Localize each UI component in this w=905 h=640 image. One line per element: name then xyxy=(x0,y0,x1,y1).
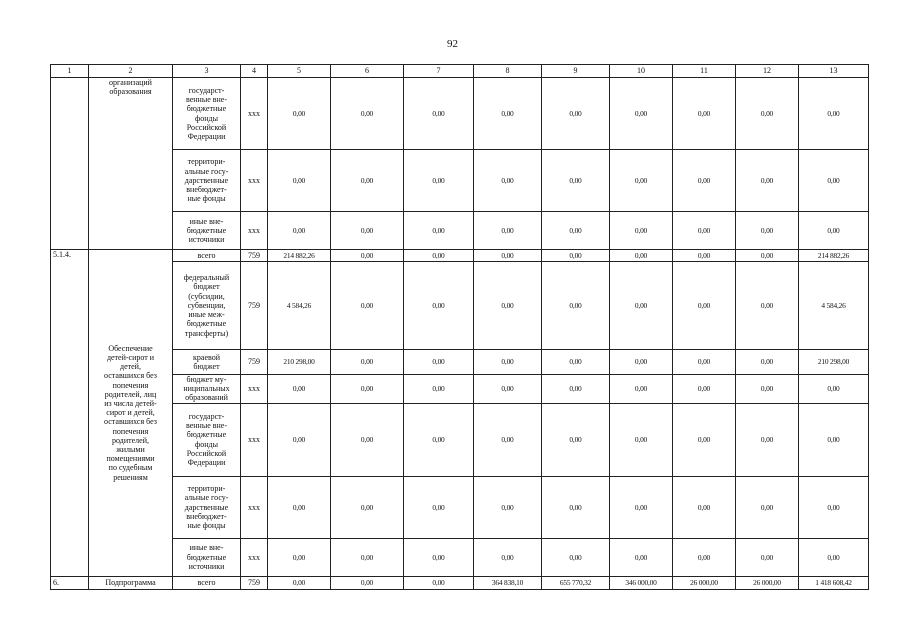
funding-source-cell: всего xyxy=(173,250,241,262)
value-cell: 0,00 xyxy=(673,150,736,212)
value-cell: 0,00 xyxy=(542,262,610,350)
value-cell: 0,00 xyxy=(610,150,673,212)
funding-source-cell: краевой бюджет xyxy=(173,350,241,375)
code-cell: 759 xyxy=(241,262,268,350)
value-cell: 0,00 xyxy=(736,538,799,576)
value-cell: 0,00 xyxy=(799,212,869,250)
code-cell: ххх xyxy=(241,375,268,404)
value-cell: 210 298,00 xyxy=(799,350,869,375)
value-cell: 0,00 xyxy=(474,538,542,576)
item-name-cell: Обеспечение детей-сирот и детей, оставшихся без попечения родителей, лиц из числа детей- сирот и детей, оставшихся без попечения родителей, жилыми помещениями по судебным решениям xyxy=(89,250,173,577)
header-cell: 10 xyxy=(610,65,673,78)
value-cell: 0,00 xyxy=(673,250,736,262)
funding-source-cell: государст- венные вне- бюджетные фонды Российской Федерации xyxy=(173,78,241,150)
value-cell: 0,00 xyxy=(268,476,331,538)
value-cell: 0,00 xyxy=(474,262,542,350)
value-cell: 0,00 xyxy=(799,78,869,150)
value-cell: 0,00 xyxy=(331,375,404,404)
value-cell: 0,00 xyxy=(331,262,404,350)
table-row xyxy=(51,250,869,262)
section-5-1-4 xyxy=(51,250,869,577)
value-cell: 0,00 xyxy=(404,150,474,212)
header-cell: 9 xyxy=(542,65,610,78)
value-cell: 0,00 xyxy=(610,538,673,576)
value-cell: 0,00 xyxy=(542,375,610,404)
value-cell: 0,00 xyxy=(331,250,404,262)
value-cell: 655 770,32 xyxy=(542,576,610,589)
value-cell: 0,00 xyxy=(404,476,474,538)
value-cell: 0,00 xyxy=(736,250,799,262)
value-cell: 0,00 xyxy=(268,78,331,150)
value-cell: 0,00 xyxy=(474,350,542,375)
value-cell: 0,00 xyxy=(474,212,542,250)
table-row xyxy=(51,576,869,589)
value-cell: 0,00 xyxy=(736,78,799,150)
value-cell: 0,00 xyxy=(542,78,610,150)
value-cell: 0,00 xyxy=(799,150,869,212)
value-cell: 0,00 xyxy=(474,78,542,150)
value-cell: 0,00 xyxy=(474,375,542,404)
value-cell: 0,00 xyxy=(331,350,404,375)
row-number-cell xyxy=(51,78,89,250)
value-cell: 364 838,10 xyxy=(474,576,542,589)
funding-source-cell: иные вне- бюджетные источники xyxy=(173,538,241,576)
code-cell: ххх xyxy=(241,212,268,250)
value-cell: 0,00 xyxy=(404,576,474,589)
value-cell: 0,00 xyxy=(673,538,736,576)
funding-source-cell: территори- альные госу- дарственные внебюджет- ные фонды xyxy=(173,476,241,538)
section-6 xyxy=(51,576,869,589)
value-cell: 0,00 xyxy=(474,150,542,212)
value-cell: 0,00 xyxy=(268,538,331,576)
value-cell: 0,00 xyxy=(268,212,331,250)
value-cell: 0,00 xyxy=(404,375,474,404)
funding-source-cell: государст- венные вне- бюджетные фонды Российской Федерации xyxy=(173,403,241,476)
value-cell: 0,00 xyxy=(736,350,799,375)
table-row xyxy=(51,538,869,576)
value-cell: 0,00 xyxy=(673,78,736,150)
header-cell: 1 xyxy=(51,65,89,78)
value-cell: 0,00 xyxy=(331,212,404,250)
code-cell: ххх xyxy=(241,538,268,576)
funding-source-cell: федеральный бюджет (субсидии, субвенции, иные меж- бюджетные трансферты) xyxy=(173,262,241,350)
value-cell: 0,00 xyxy=(610,78,673,150)
table-row xyxy=(51,350,869,375)
value-cell: 4 584,26 xyxy=(268,262,331,350)
value-cell: 0,00 xyxy=(610,250,673,262)
value-cell: 0,00 xyxy=(610,476,673,538)
funding-source-cell: территори- альные госу- дарственные внебюджет- ные фонды xyxy=(173,150,241,212)
value-cell: 0,00 xyxy=(610,403,673,476)
funding-source-cell: бюджет му- ниципальных образований xyxy=(173,375,241,404)
value-cell: 0,00 xyxy=(542,350,610,375)
value-cell: 0,00 xyxy=(736,403,799,476)
header-cell: 11 xyxy=(673,65,736,78)
value-cell: 0,00 xyxy=(610,212,673,250)
value-cell: 0,00 xyxy=(673,350,736,375)
value-cell: 0,00 xyxy=(610,375,673,404)
funding-source-cell: иные вне- бюджетные источники xyxy=(173,212,241,250)
value-cell: 0,00 xyxy=(404,262,474,350)
value-cell: 0,00 xyxy=(799,375,869,404)
value-cell: 0,00 xyxy=(404,538,474,576)
item-name-cell: организаций образования xyxy=(89,78,173,250)
table-row xyxy=(51,375,869,404)
value-cell: 0,00 xyxy=(331,476,404,538)
value-cell: 26 000,00 xyxy=(673,576,736,589)
value-cell: 214 882,26 xyxy=(268,250,331,262)
value-cell: 0,00 xyxy=(404,212,474,250)
code-cell: 759 xyxy=(241,250,268,262)
value-cell: 26 000,00 xyxy=(736,576,799,589)
value-cell: 0,00 xyxy=(474,403,542,476)
value-cell: 0,00 xyxy=(610,350,673,375)
value-cell: 0,00 xyxy=(736,476,799,538)
value-cell: 0,00 xyxy=(799,538,869,576)
value-cell: 1 418 608,42 xyxy=(799,576,869,589)
header-cell: 6 xyxy=(331,65,404,78)
value-cell: 0,00 xyxy=(542,150,610,212)
value-cell: 0,00 xyxy=(610,262,673,350)
value-cell: 4 584,26 xyxy=(799,262,869,350)
value-cell: 0,00 xyxy=(736,212,799,250)
header-cell: 5 xyxy=(268,65,331,78)
header-cell: 12 xyxy=(736,65,799,78)
value-cell: 0,00 xyxy=(542,476,610,538)
continued-section xyxy=(51,78,869,250)
page-number: 92 xyxy=(447,38,458,50)
code-cell: ххх xyxy=(241,150,268,212)
value-cell: 0,00 xyxy=(404,350,474,375)
header-cell: 8 xyxy=(474,65,542,78)
value-cell: 0,00 xyxy=(404,403,474,476)
value-cell: 0,00 xyxy=(799,403,869,476)
header-cell: 13 xyxy=(799,65,869,78)
value-cell: 0,00 xyxy=(736,262,799,350)
table-row xyxy=(51,262,869,350)
table-header-row xyxy=(51,65,869,78)
header-cell: 2 xyxy=(89,65,173,78)
value-cell: 214 882,26 xyxy=(799,250,869,262)
row-number-cell: 6. xyxy=(51,576,89,589)
value-cell: 0,00 xyxy=(331,538,404,576)
budget-table xyxy=(50,64,869,590)
row-number-cell: 5.1.4. xyxy=(51,250,89,577)
table-row xyxy=(51,476,869,538)
value-cell: 210 298,00 xyxy=(268,350,331,375)
value-cell: 0,00 xyxy=(268,576,331,589)
value-cell: 0,00 xyxy=(542,403,610,476)
value-cell: 0,00 xyxy=(736,375,799,404)
code-cell: 759 xyxy=(241,350,268,375)
table-row xyxy=(51,212,869,250)
value-cell: 0,00 xyxy=(404,250,474,262)
value-cell: 0,00 xyxy=(673,403,736,476)
value-cell: 0,00 xyxy=(673,476,736,538)
value-cell: 0,00 xyxy=(474,250,542,262)
code-cell: ххх xyxy=(241,403,268,476)
code-cell: 759 xyxy=(241,576,268,589)
value-cell: 0,00 xyxy=(331,403,404,476)
value-cell: 346 000,00 xyxy=(610,576,673,589)
value-cell: 0,00 xyxy=(268,150,331,212)
value-cell: 0,00 xyxy=(268,403,331,476)
value-cell: 0,00 xyxy=(404,78,474,150)
value-cell: 0,00 xyxy=(331,78,404,150)
table-row xyxy=(51,78,869,150)
value-cell: 0,00 xyxy=(673,262,736,350)
table-row xyxy=(51,150,869,212)
value-cell: 0,00 xyxy=(331,150,404,212)
item-name-cell: Подпрограмма xyxy=(89,576,173,589)
value-cell: 0,00 xyxy=(673,212,736,250)
header-cell: 3 xyxy=(173,65,241,78)
value-cell: 0,00 xyxy=(542,250,610,262)
value-cell: 0,00 xyxy=(268,375,331,404)
value-cell: 0,00 xyxy=(673,375,736,404)
code-cell: ххх xyxy=(241,78,268,150)
value-cell: 0,00 xyxy=(474,476,542,538)
value-cell: 0,00 xyxy=(542,538,610,576)
code-cell: ххх xyxy=(241,476,268,538)
value-cell: 0,00 xyxy=(799,476,869,538)
value-cell: 0,00 xyxy=(736,150,799,212)
funding-source-cell: всего xyxy=(173,576,241,589)
table-row xyxy=(51,403,869,476)
value-cell: 0,00 xyxy=(331,576,404,589)
header-cell: 7 xyxy=(404,65,474,78)
value-cell: 0,00 xyxy=(542,212,610,250)
header-cell: 4 xyxy=(241,65,268,78)
